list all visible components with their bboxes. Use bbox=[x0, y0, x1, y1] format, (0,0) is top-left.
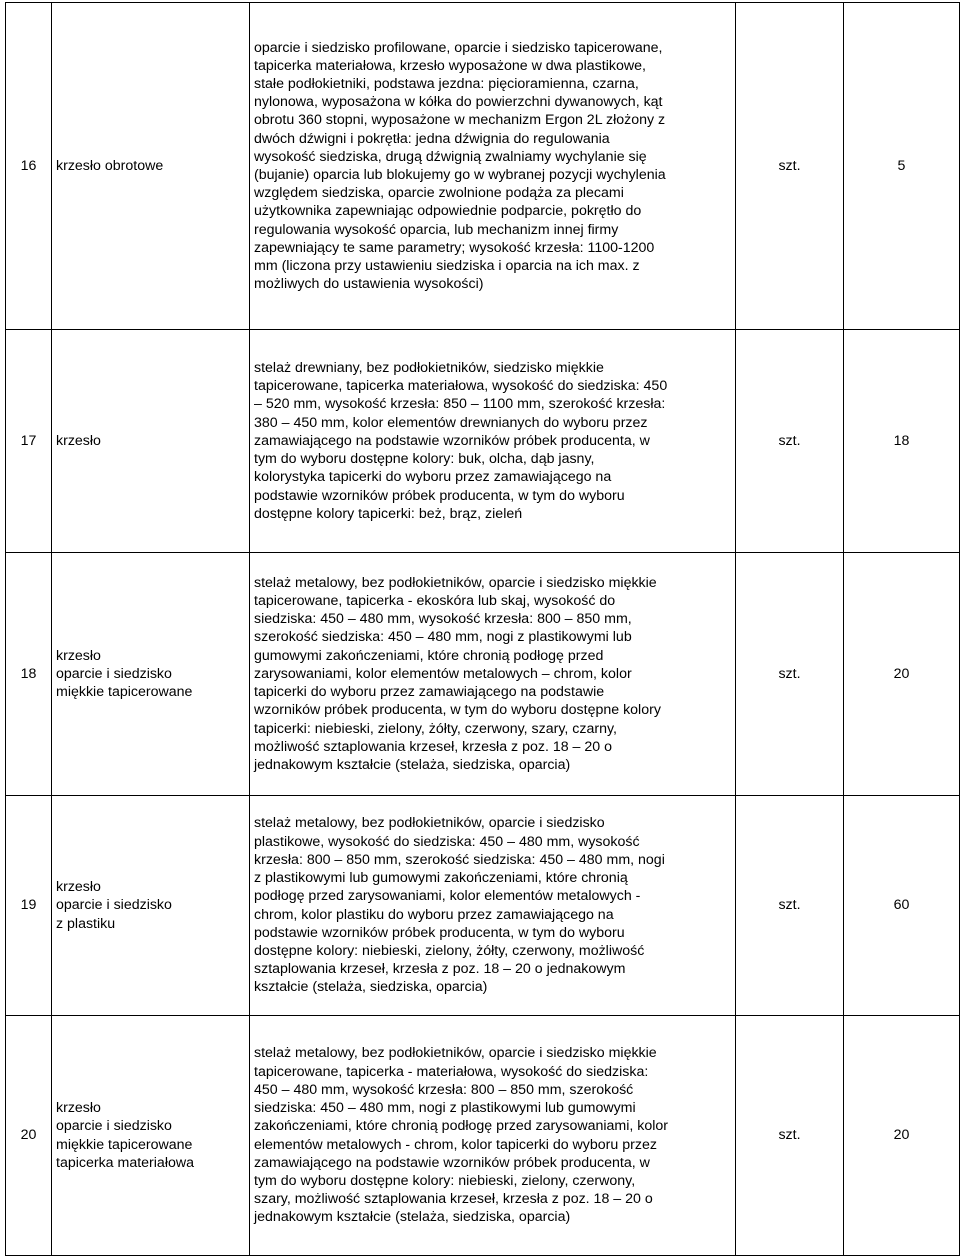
item-number: 19 bbox=[6, 796, 52, 1016]
specification-table bbox=[5, 2, 960, 1256]
item-name bbox=[52, 330, 250, 553]
item-description bbox=[250, 1016, 736, 1256]
item-unit: szt. bbox=[736, 553, 844, 796]
table-row bbox=[6, 1016, 960, 1256]
item-description-text: stelaż metalowy, bez podłokietników, oparcie i siedzisko plastikowe, wysokość do siedziska: 450 – 480 mm, wysokość krzesła: 800 – 850 mm, szerokość siedziska: 450 – 480 mm, nogi z plastikowymi lub gumowymi zakończeniami, które chronią podłogę przed zarysowaniami, kolor elementów metalowych - chrom, kolor plastiku do wyboru przez zamawiającego na podstawie wzorników próbek producenta, w tym do wyboru dostępne kolory: niebieski, zielony, żółty, czerwony, możliwość sztaplowania krzeseł, krzesła z poz. 18 – 20 o jednakowym kształcie (stelaża, siedziska, oparcia) bbox=[254, 815, 665, 996]
table-row bbox=[6, 796, 960, 1016]
item-quantity: 20 bbox=[844, 1016, 960, 1256]
table-row bbox=[6, 330, 960, 553]
item-description-text: stelaż metalowy, bez podłokietników, oparcie i siedzisko miękkie tapicerowane, tapicerka - materiałowa, wysokość do siedziska: 450 – 480 mm, wysokość krzesła: 800 – 850 mm, szerokość siedziska: 450 – 480 mm, nogi z plastikowymi lub gumowymi zakończeniami, które chronią podłogę przed zarysowaniami, kolor elementów metalowych - chrom, kolor tapicerki do wyboru przez zamawiającego na podstawie wzorników próbek producenta, w tym do wyboru dostępne kolory: niebieski, zielony, czerwony, szary, możliwość sztaplowania krzeseł, krzesła z poz. 18 – 20 o jednakowym kształcie (stelaża, siedziska, oparcia) bbox=[254, 1045, 669, 1226]
item-unit: szt. bbox=[736, 796, 844, 1016]
item-description bbox=[250, 3, 736, 330]
item-number: 18 bbox=[6, 553, 52, 796]
item-name-line: oparcie i siedzisko bbox=[56, 897, 172, 914]
item-name bbox=[52, 796, 250, 1016]
item-description bbox=[250, 330, 736, 553]
table-row bbox=[6, 553, 960, 796]
item-quantity: 60 bbox=[844, 796, 960, 1016]
item-unit: szt. bbox=[736, 3, 844, 330]
table-row bbox=[6, 3, 960, 330]
item-name-line: miękkie tapicerowane bbox=[56, 684, 193, 701]
item-name-line: krzesło bbox=[56, 879, 101, 896]
item-name bbox=[52, 553, 250, 796]
item-number: 20 bbox=[6, 1016, 52, 1256]
item-quantity: 5 bbox=[844, 3, 960, 330]
item-unit: szt. bbox=[736, 1016, 844, 1256]
item-unit: szt. bbox=[736, 330, 844, 553]
item-name bbox=[52, 3, 250, 330]
item-name-line: oparcie i siedzisko bbox=[56, 665, 172, 682]
item-description-text: stelaż metalowy, bez podłokietników, oparcie i siedzisko miękkie tapicerowane, tapicerka - ekoskóra lub skaj, wysokość do siedziska: 450 – 480 mm, wysokość krzesła: 800 – 850 mm, szerokość siedziska: 450 – 480 mm, nogi z plastikowymi lub gumowymi zakończeniami, które chronią podłogę przed zarysowaniami, kolor elementów metalowych – chrom, kolor tapicerki do wyboru przez zamawiającego na podstawie wzorników próbek producenta, w tym do wyboru dostępne kolory tapicerki: niebieski, zielony, żółty, czerwony, szary, czarny, możliwość sztaplowania krzeseł, krzesła z poz. 18 – 20 o jednakowym kształcie (stelaża, siedziska, oparcia) bbox=[254, 574, 661, 773]
item-name bbox=[52, 1016, 250, 1256]
item-name-line: krzesło obrotowe bbox=[56, 157, 164, 174]
item-name-line: krzesło bbox=[56, 1100, 101, 1117]
item-number: 17 bbox=[6, 330, 52, 553]
item-description-text: oparcie i siedzisko profilowane, oparcie i siedzisko tapicerowane, tapicerka materiałowa, krzesło wyposażone w dwa plastikowe, stałe podłokietniki, podstawa jezdna: pięcioramienna, czarna, nylonowa, wyposażona w kółka do powierzchni dywanowych, kąt obrotu 360 stopni, wyposażone w mechanizm Ergon 2L złożony z dwóch dźwigni i pokrętła: jedna dźwignia do regulowania wysokość siedziska, drugą dźwignią zwalniamy wychylanie się (bujanie) oparcia lub blokujemy go w wybranej pozycji wychylenia względem siedziska, oparcie zwolnione podąża za plecami użytkownika zapewniając odpowiednie podparcie, pokrętło do regulowania wysokość oparcia, lub mechanizm innej firmy zapewniający te same parametry; wysokość krzesła: 1100-1200 mm (liczona przy ustawieniu siedziska i oparcia na ich max. z możliwych do ustawienia wysokości) bbox=[254, 39, 666, 293]
item-name-line: krzesło bbox=[56, 432, 101, 449]
item-name-line: z plastiku bbox=[56, 915, 116, 932]
item-quantity: 20 bbox=[844, 553, 960, 796]
item-name-line: tapicerka materiałowa bbox=[56, 1154, 194, 1171]
item-name-line: oparcie i siedzisko bbox=[56, 1118, 172, 1135]
item-quantity: 18 bbox=[844, 330, 960, 553]
item-name-line: miękkie tapicerowane bbox=[56, 1136, 193, 1153]
item-number: 16 bbox=[6, 3, 52, 330]
item-description bbox=[250, 553, 736, 796]
item-description-text: stelaż drewniany, bez podłokietników, siedzisko miękkie tapicerowane, tapicerka materiałowa, wysokość do siedziska: 450 – 520 mm, wysokość krzesła: 850 – 1100 mm, szerokość krzesła: 380 – 450 mm, kolor elementów drewnianych do wyboru przez zamawiającego na podstawie wzorników próbek producenta, w tym do wyboru dostępne kolory: buk, olcha, dąb jasny, kolorystyka tapicerki do wyboru przez zamawiającego na podstawie wzorników próbek producenta, w tym do wyboru dostępne kolory tapicerki: beż, brąz, zieleń bbox=[254, 360, 668, 522]
item-description bbox=[250, 796, 736, 1016]
item-name-line: krzesło bbox=[56, 647, 101, 664]
